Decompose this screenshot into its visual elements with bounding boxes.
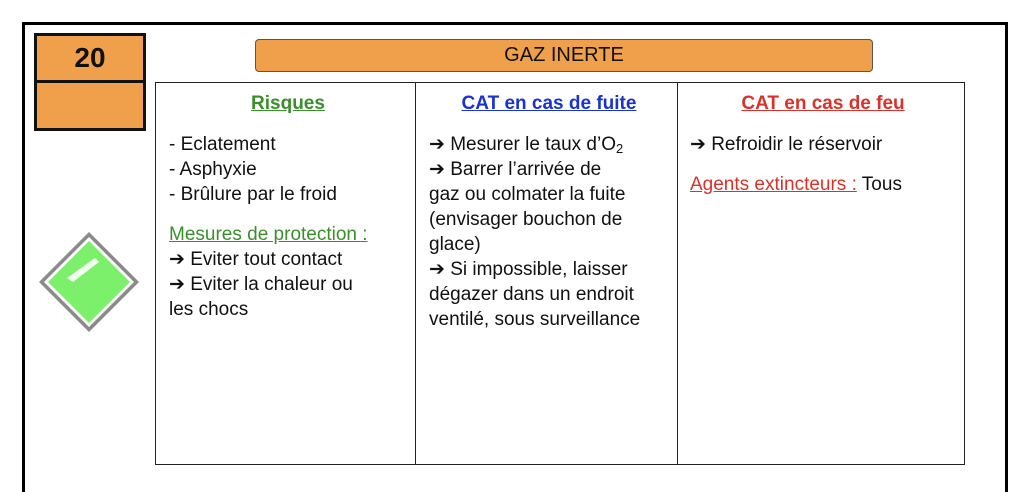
fuite-line: ➔ Barrer l’arrivée de — [429, 159, 602, 180]
column-feu — [677, 82, 965, 465]
fuite-line: glace) — [429, 234, 481, 255]
hazard-code-number: 20 — [37, 36, 143, 83]
oxygen-subscript: 2 — [616, 141, 624, 156]
risk-item: - Eclatement — [169, 134, 276, 155]
agents-value: Tous — [856, 174, 902, 195]
risques-title: Risques — [251, 93, 325, 114]
column-risques — [155, 82, 416, 465]
protection-line: ➔ Eviter la chaleur ou — [169, 274, 353, 295]
substance-title: GAZ INERTE — [255, 39, 873, 72]
protection-title: Mesures de protection : — [169, 224, 368, 245]
feu-line: ➔ Refroidir le réservoir — [690, 134, 883, 155]
fuite-line: ➔ Si impossible, laisser — [429, 259, 628, 280]
agents-label: Agents extincteurs : — [690, 174, 857, 195]
risk-item: - Brûlure par le froid — [169, 184, 337, 205]
fuite-line: dégazer dans un endroit — [429, 284, 634, 305]
fuite-line — [429, 132, 669, 157]
fuite-title: CAT en cas de fuite — [461, 93, 637, 114]
agents-line — [690, 172, 956, 197]
feu-title: CAT en cas de feu — [741, 93, 905, 114]
fuite-line: gaz ou colmater la fuite — [429, 184, 626, 205]
protection-line: les chocs — [169, 299, 249, 320]
hazard-diamond-icon — [37, 230, 141, 334]
fuite-line: ventilé, sous surveillance — [429, 309, 641, 330]
column-fuite — [415, 82, 678, 465]
hazard-code-panel — [34, 33, 146, 131]
risk-item: - Asphyxie — [169, 159, 257, 180]
fuite-line: (envisager bouchon de — [429, 209, 623, 230]
fuite-line-text: ➔ Mesurer le taux d’O — [429, 134, 616, 155]
protection-line: ➔ Eviter tout contact — [169, 249, 343, 270]
